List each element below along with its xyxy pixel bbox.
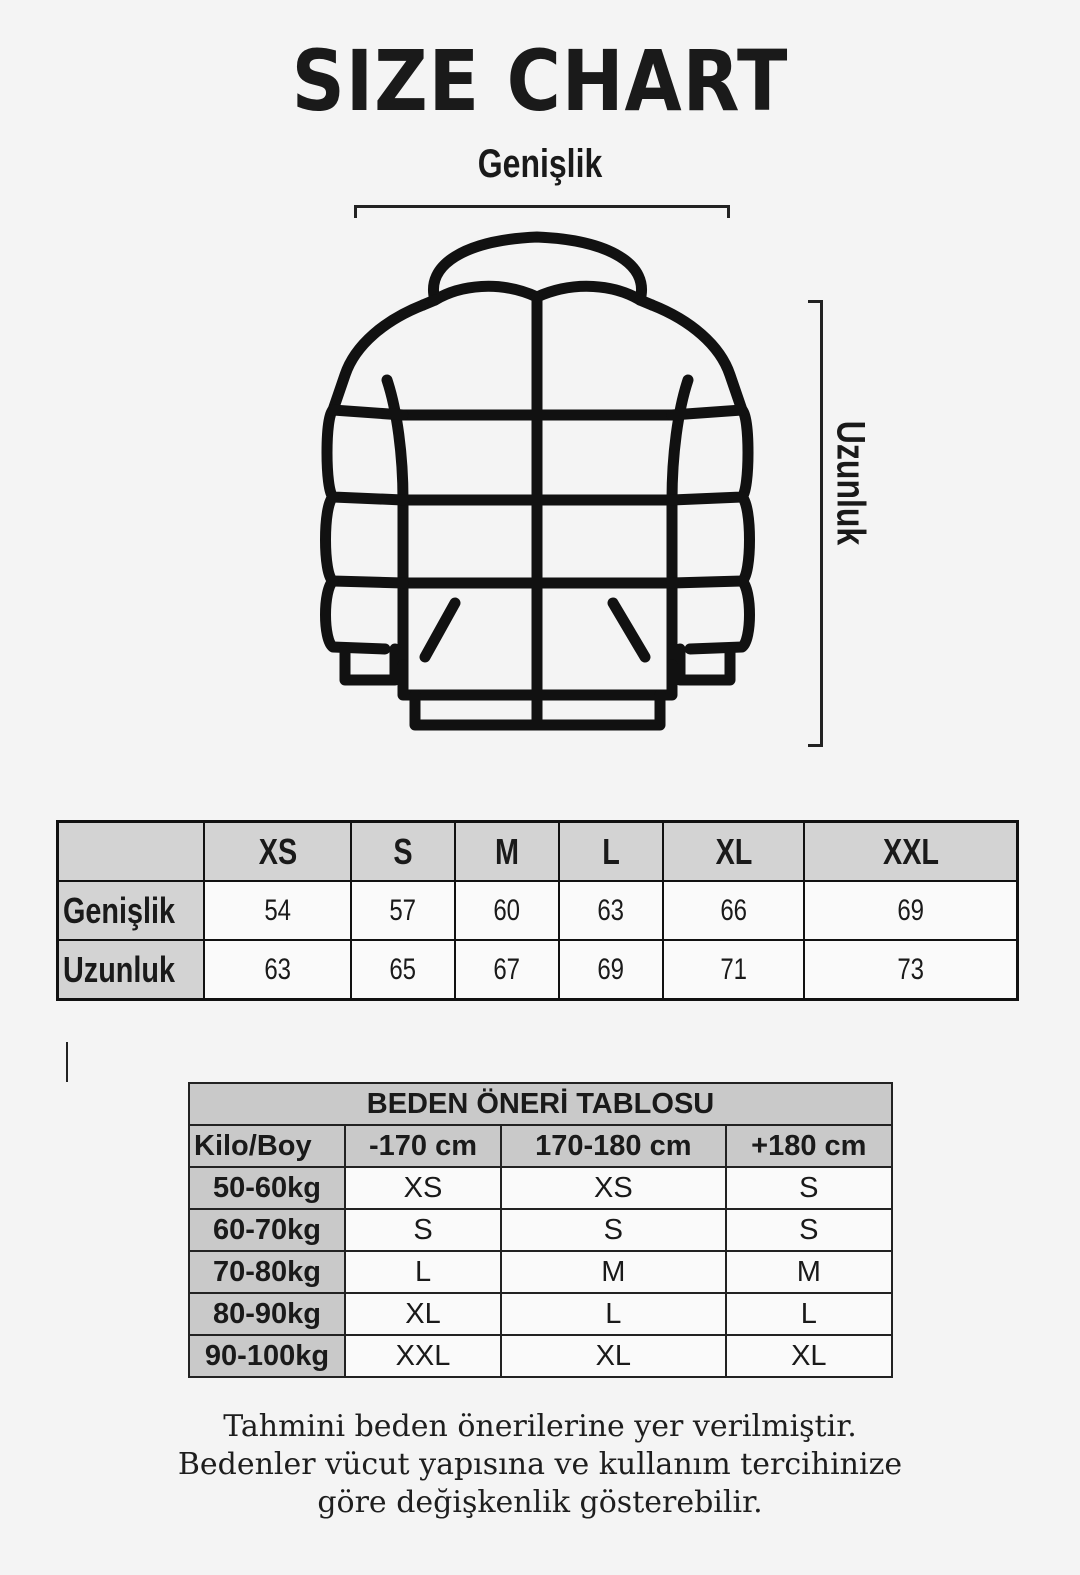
height-header: -170 cm [345, 1125, 501, 1167]
size-header-l: L [559, 822, 663, 882]
table-cell: XL [501, 1335, 726, 1377]
height-header: 170-180 cm [501, 1125, 726, 1167]
note-line: Tahmini beden önerilerine yer verilmiştir. [223, 1409, 857, 1444]
table-cell: S [726, 1167, 892, 1209]
weight-label: 80-90kg [189, 1293, 345, 1335]
table-row [189, 1167, 892, 1209]
table-cell: M [501, 1251, 726, 1293]
table-cell: XS [345, 1167, 501, 1209]
table-cell: M [726, 1251, 892, 1293]
column-header-row [189, 1125, 892, 1167]
size-header-corner [58, 822, 205, 882]
caption-row [189, 1083, 892, 1125]
table-cell: XL [726, 1335, 892, 1377]
table-cell: S [345, 1209, 501, 1251]
puffer-jacket-icon [315, 225, 760, 735]
table-cell: 69 [804, 881, 1017, 940]
weight-label: 60-70kg [189, 1209, 345, 1251]
width-bracket [354, 205, 730, 218]
table-cell: 65 [351, 940, 455, 1000]
table-cell: 60 [455, 881, 559, 940]
note-line: göre değişkenlik gösterebilir. [317, 1485, 763, 1520]
table-cell: 54 [204, 881, 351, 940]
table-cell: 69 [559, 940, 663, 1000]
weight-label: 70-80kg [189, 1251, 345, 1293]
weight-label: 50-60kg [189, 1167, 345, 1209]
table-cell: 57 [351, 881, 455, 940]
table-row-width [58, 881, 1018, 940]
table-cell: L [501, 1293, 726, 1335]
table-row [189, 1335, 892, 1377]
table-cell: L [345, 1251, 501, 1293]
size-recommendation-table [188, 1082, 893, 1378]
table-cell: S [726, 1209, 892, 1251]
size-header-xxl: XXL [804, 822, 1017, 882]
table-cell: 67 [455, 940, 559, 1000]
length-bracket [808, 300, 823, 747]
width-label: Genişlik [477, 142, 603, 186]
size-header-row [58, 822, 1018, 882]
table-row [189, 1209, 892, 1251]
table-cell: 63 [204, 940, 351, 1000]
table-cell: 73 [804, 940, 1017, 1000]
row-label-length: Uzunluk [58, 940, 205, 1000]
table-cell: XS [501, 1167, 726, 1209]
size-header-xl: XL [663, 822, 804, 882]
table-cell: 63 [559, 881, 663, 940]
size-header-s: S [351, 822, 455, 882]
page-title: SIZE CHART [291, 32, 789, 130]
corner-label: Kilo/Boy [189, 1125, 345, 1167]
size-chart-table [56, 820, 1019, 1001]
table-row-length [58, 940, 1018, 1000]
disclaimer-note [0, 1408, 1080, 1522]
note-line: Bedenler vücut yapısına ve kullanım tercihinize [177, 1447, 903, 1482]
size-header-m: M [455, 822, 559, 882]
size-header-xs: XS [204, 822, 351, 882]
row-label-width: Genişlik [58, 881, 205, 940]
table-row [189, 1293, 892, 1335]
table-cell: S [501, 1209, 726, 1251]
table-cell: 71 [663, 940, 804, 1000]
table-cell: XXL [345, 1335, 501, 1377]
table-cell: 66 [663, 881, 804, 940]
table-cell: XL [345, 1293, 501, 1335]
weight-label: 90-100kg [189, 1335, 345, 1377]
text-cursor-mark [66, 1042, 68, 1082]
table-caption: BEDEN ÖNERİ TABLOSU [189, 1083, 892, 1125]
table-row [189, 1251, 892, 1293]
length-label: Uzunluk [828, 420, 873, 546]
table-cell: L [726, 1293, 892, 1335]
height-header: +180 cm [726, 1125, 892, 1167]
